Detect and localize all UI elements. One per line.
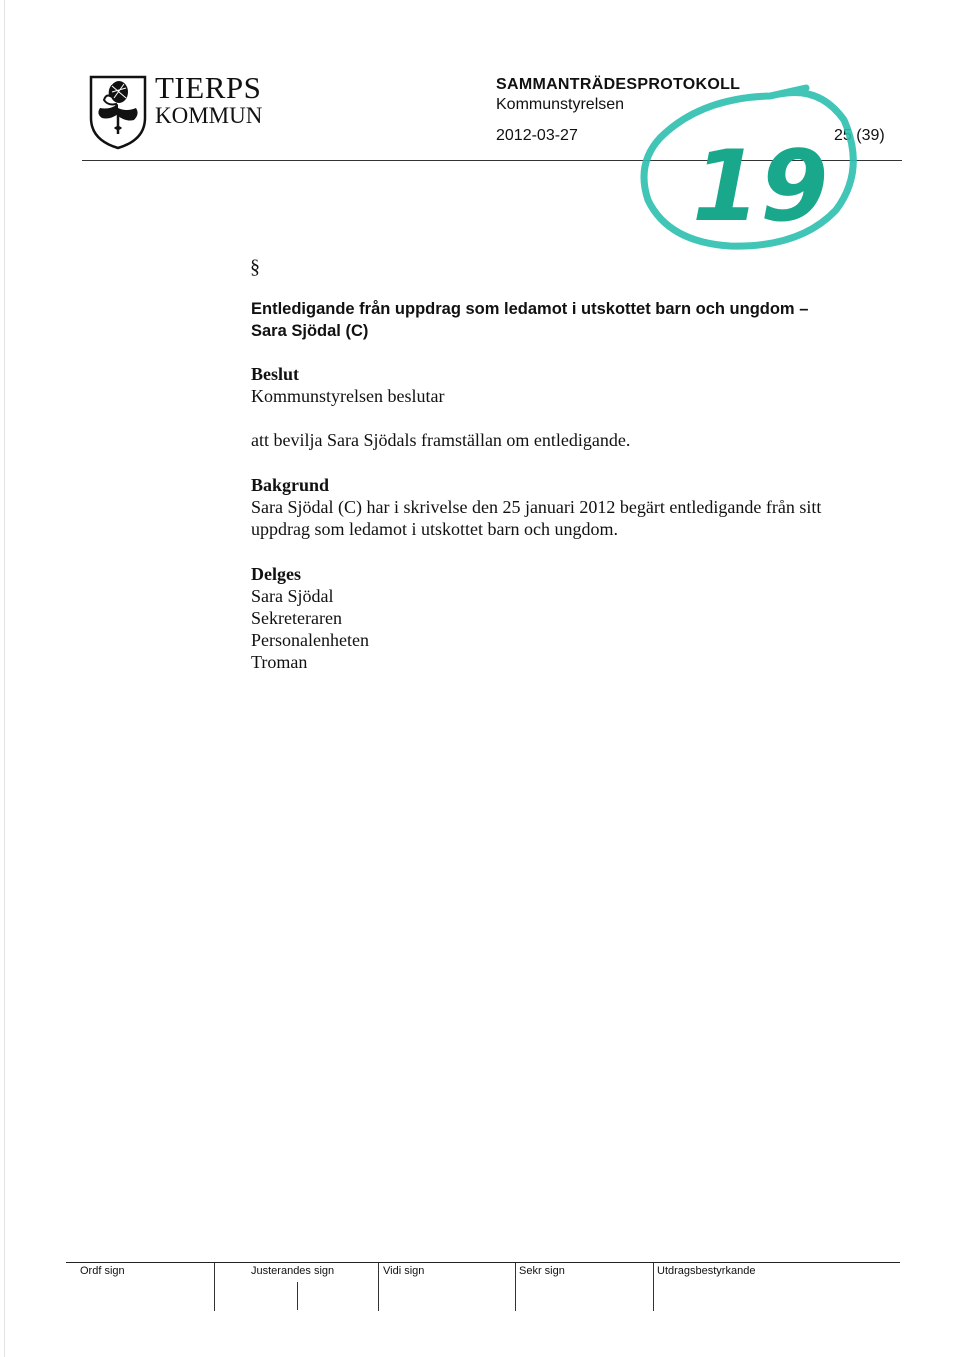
footer-divider — [653, 1263, 654, 1311]
distribution-section — [251, 563, 369, 673]
footer-label-secretary-sign: Sekr sign — [519, 1265, 565, 1277]
decision-text: att bevilja Sara Sjödals framställan om entledigande. — [251, 430, 631, 450]
matter-title-line1: Entledigande från uppdrag som ledamot i utskottet barn och ungdom – — [251, 300, 809, 318]
footer-rule — [66, 1262, 900, 1263]
document-type: SAMMANTRÄDESPROTOKOLL — [496, 76, 741, 93]
footer-divider — [297, 1282, 298, 1310]
recipient-item: Personalenheten — [251, 630, 369, 650]
footer-divider — [515, 1263, 516, 1311]
matter-title — [251, 298, 891, 342]
paragraph-number-stamp — [630, 80, 866, 260]
decision-intro: Kommunstyrelsen beslutar — [251, 386, 445, 406]
decision-section — [251, 363, 630, 451]
recipient-item: Troman — [251, 652, 308, 672]
section-sign: § — [250, 256, 260, 278]
footer-label-extract-certification: Utdragsbestyrkande — [657, 1265, 756, 1277]
scan-edge — [4, 0, 5, 1357]
org-name-line1: TIERPS — [155, 70, 262, 105]
footer-label-chair-sign: Ordf sign — [80, 1265, 125, 1277]
footer-label-witness-sign: Vidi sign — [383, 1265, 425, 1277]
recipient-item: Sekreteraren — [251, 608, 342, 628]
background-section — [251, 474, 821, 540]
footer-divider — [378, 1263, 379, 1311]
meeting-date: 2012-03-27 — [496, 127, 578, 144]
decision-heading: Beslut — [251, 364, 300, 384]
footer-label-adjuster-sign: Justerandes sign — [251, 1265, 335, 1277]
committee-name: Kommunstyrelsen — [496, 96, 625, 113]
distribution-heading: Delges — [251, 564, 301, 584]
org-name-line2: KOMMUN — [155, 103, 263, 128]
municipality-crest-icon — [88, 74, 148, 150]
background-text-line2: uppdrag som ledamot i utskottet barn och ungdom. — [251, 519, 618, 539]
matter-title-line2: Sara Sjödal (C) — [251, 322, 369, 340]
footer-divider — [214, 1263, 215, 1311]
page-number: 25 (39) — [834, 127, 885, 144]
stamp-number: 19 — [692, 130, 829, 244]
background-text-line1: Sara Sjödal (C) har i skrivelse den 25 januari 2012 begärt entledigande från sitt — [251, 497, 822, 517]
recipient-item: Sara Sjödal — [251, 586, 334, 606]
background-heading: Bakgrund — [251, 475, 330, 495]
